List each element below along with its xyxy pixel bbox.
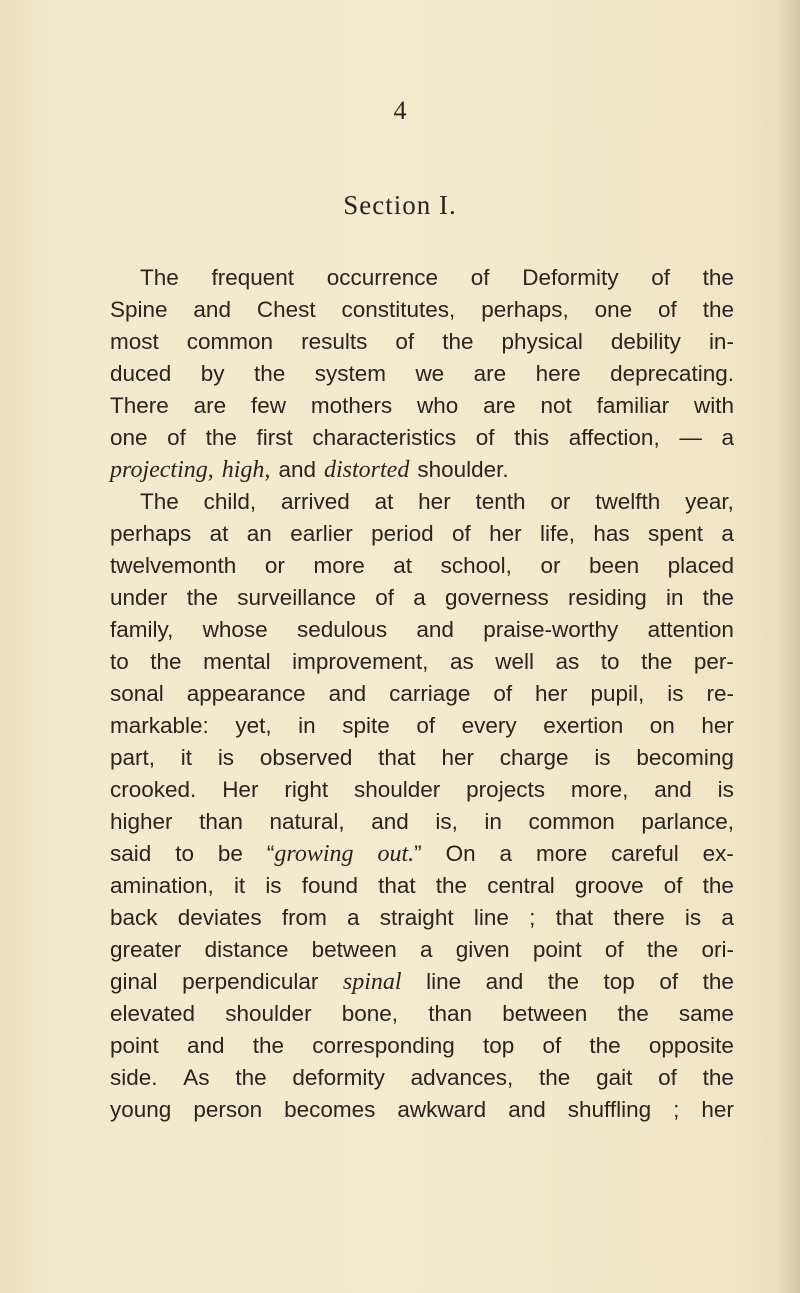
word: top	[603, 969, 635, 994]
word: an	[246, 521, 272, 546]
word: system	[314, 361, 386, 386]
word: of	[167, 425, 186, 450]
word: same	[678, 1001, 734, 1026]
word: is	[717, 777, 734, 802]
word: gait	[596, 1065, 633, 1090]
section-heading: Section I.	[343, 190, 457, 220]
word: deformity	[292, 1065, 385, 1090]
word: perhaps	[110, 521, 192, 546]
word: debility	[610, 329, 681, 354]
word: of	[663, 873, 683, 898]
word: ginal	[110, 969, 158, 994]
word: shoulder	[353, 777, 441, 802]
word: There	[110, 393, 169, 418]
word: that	[378, 745, 416, 770]
word: careful	[611, 841, 679, 866]
word: twelvemonth	[110, 553, 237, 578]
text-line	[110, 454, 734, 486]
word: it	[180, 745, 193, 770]
word: or	[264, 553, 285, 578]
word: placed	[667, 553, 734, 578]
word: that	[378, 873, 416, 898]
word: the	[252, 1033, 284, 1058]
word: family,	[110, 617, 174, 642]
word: spent	[648, 521, 704, 546]
italic-word: “growing	[266, 841, 354, 867]
word: of	[658, 297, 677, 322]
word: of	[451, 521, 471, 546]
word: as	[449, 649, 474, 674]
word: of	[542, 1033, 562, 1058]
word: year,	[685, 489, 734, 514]
word: are	[473, 361, 507, 386]
word: of	[375, 585, 395, 610]
word: As	[183, 1065, 210, 1090]
word: not	[540, 393, 572, 418]
text-line	[110, 358, 734, 390]
word: whose	[202, 617, 268, 642]
word: the	[641, 649, 673, 674]
word: The	[140, 265, 179, 290]
word: the	[205, 425, 237, 450]
word: of	[659, 969, 679, 994]
word: twelfth	[595, 489, 661, 514]
word: corresponding	[312, 1033, 455, 1058]
word: On	[445, 841, 476, 866]
word: affection,	[568, 425, 660, 450]
word: physical	[501, 329, 583, 354]
word: of	[493, 681, 513, 706]
text-line	[110, 966, 734, 998]
word: her	[701, 1097, 734, 1122]
word: line	[426, 969, 462, 994]
word: given	[455, 937, 510, 962]
word: shoulder	[225, 1001, 312, 1026]
word: the	[702, 585, 734, 610]
word: surveillance	[237, 585, 357, 610]
word: central	[487, 873, 555, 898]
italic-word: projecting,	[110, 457, 214, 483]
word: and	[371, 809, 409, 834]
word: spite	[342, 713, 390, 738]
word: improvement,	[292, 649, 429, 674]
text-line	[110, 1030, 734, 1062]
word: the	[547, 969, 580, 994]
word: right	[284, 777, 329, 802]
word: her	[701, 713, 734, 738]
word: and	[485, 969, 524, 994]
word: a	[499, 841, 513, 866]
text-line	[110, 1062, 734, 1094]
word: top	[482, 1033, 515, 1058]
word: praise-worthy	[483, 617, 619, 642]
word: the	[589, 1033, 621, 1058]
word: point	[532, 937, 582, 962]
text-line	[110, 326, 734, 358]
word: crooked.	[110, 777, 197, 802]
word: re-	[706, 681, 734, 706]
word: constitutes,	[341, 297, 456, 322]
word: at	[374, 489, 394, 514]
word: becomes	[284, 1097, 376, 1122]
word: results	[301, 329, 368, 354]
text-line	[110, 550, 734, 582]
word: a	[721, 425, 734, 450]
word: who	[416, 393, 459, 418]
word: under	[110, 585, 168, 610]
word: life,	[540, 521, 576, 546]
text-line	[110, 294, 734, 326]
word: the	[442, 329, 474, 354]
word: most	[110, 329, 159, 354]
word: we	[415, 361, 445, 386]
text-line	[110, 838, 734, 870]
word: with	[693, 393, 734, 418]
word: a	[347, 905, 360, 930]
text-line	[110, 1094, 734, 1126]
word: between	[311, 937, 397, 962]
word: —	[679, 425, 702, 450]
word: ex-	[702, 841, 734, 866]
word: pupil,	[590, 681, 645, 706]
word: the	[253, 361, 286, 386]
word: school,	[440, 553, 512, 578]
word: is	[217, 745, 235, 770]
word: opposite	[648, 1033, 734, 1058]
word: part,	[110, 745, 156, 770]
word: period	[371, 521, 434, 546]
word: distance	[204, 937, 289, 962]
word: charge	[499, 745, 569, 770]
word: or	[550, 489, 571, 514]
word: common	[528, 809, 615, 834]
word: in	[484, 809, 502, 834]
text-line	[110, 774, 734, 806]
word: deprecating.	[610, 361, 734, 386]
word: the	[646, 937, 679, 962]
word: common	[186, 329, 274, 354]
word: and	[193, 297, 231, 322]
word: to	[110, 649, 129, 674]
word: that	[555, 905, 594, 930]
word: the	[702, 873, 734, 898]
word: every	[461, 713, 517, 738]
word: the	[617, 1001, 649, 1026]
word: in	[665, 585, 684, 610]
word: young	[110, 1097, 172, 1122]
text-line	[110, 582, 734, 614]
word: characteristics	[312, 425, 457, 450]
word: and	[654, 777, 692, 802]
word: one	[110, 425, 148, 450]
word: observed	[259, 745, 353, 770]
text-line	[110, 870, 734, 902]
word: and	[328, 681, 367, 706]
text-line	[110, 934, 734, 966]
body-text	[110, 262, 734, 1126]
word: yet,	[235, 713, 272, 738]
word: line	[473, 905, 509, 930]
word: The	[140, 489, 179, 514]
word: in-	[708, 329, 734, 354]
word: of	[658, 1065, 677, 1090]
word: of	[395, 329, 415, 354]
italic-word: spinal	[342, 969, 402, 995]
word: perpendicular	[182, 969, 319, 994]
word: are	[483, 393, 516, 418]
word: more	[535, 841, 588, 866]
word: than	[428, 1001, 473, 1026]
word: been	[589, 553, 640, 578]
word: mental	[203, 649, 271, 674]
word: the	[702, 1065, 734, 1090]
page-number: 4	[393, 96, 407, 125]
word: it	[233, 873, 246, 898]
word: arrived	[280, 489, 350, 514]
word: the	[539, 1065, 571, 1090]
word: first	[256, 425, 293, 450]
word: advances,	[410, 1065, 514, 1090]
word: the	[702, 969, 734, 994]
word: mothers	[310, 393, 393, 418]
text-line	[110, 390, 734, 422]
word: at	[393, 553, 413, 578]
word: Deformity	[522, 265, 619, 290]
word: is	[684, 905, 702, 930]
word: the	[235, 1065, 267, 1090]
text-line	[110, 902, 734, 934]
word: and	[186, 1033, 225, 1058]
text-line	[110, 422, 734, 454]
word: side.	[110, 1065, 158, 1090]
text-line	[110, 710, 734, 742]
word: said	[110, 841, 152, 866]
text-line	[110, 614, 734, 646]
word: a	[419, 937, 433, 962]
text-line	[110, 806, 734, 838]
word: to	[600, 649, 620, 674]
italic-word: out.”	[377, 841, 422, 867]
word: Chest	[256, 297, 316, 322]
word: person	[193, 1097, 263, 1122]
word: amination,	[110, 873, 214, 898]
word: shoulder.	[417, 457, 509, 482]
word: is	[667, 681, 684, 706]
word: a	[413, 585, 426, 610]
word: by	[200, 361, 225, 386]
word: few	[251, 393, 287, 418]
word: governess	[444, 585, 549, 610]
word: attention	[647, 617, 734, 642]
word: becoming	[636, 745, 734, 770]
word: or	[540, 553, 561, 578]
word: as	[555, 649, 580, 674]
word: and	[508, 1097, 546, 1122]
word: residing	[567, 585, 647, 610]
word: here	[535, 361, 581, 386]
word: is	[265, 873, 282, 898]
word: sedulous	[297, 617, 388, 642]
word: deviates	[177, 905, 262, 930]
word: of	[470, 265, 490, 290]
word: more,	[570, 777, 629, 802]
word: the	[186, 585, 219, 610]
word: point	[110, 1033, 159, 1058]
word: back	[110, 905, 158, 930]
word: natural,	[269, 809, 345, 834]
word: ;	[529, 905, 536, 930]
word: greater	[110, 937, 182, 962]
word: one	[594, 297, 633, 322]
word: this	[514, 425, 550, 450]
word: to	[175, 841, 194, 866]
word: groove	[574, 873, 644, 898]
word: be	[217, 841, 243, 866]
word: her	[535, 681, 568, 706]
word: occurrence	[326, 265, 439, 290]
word: more	[313, 553, 365, 578]
word: a	[721, 905, 734, 930]
word: appearance	[186, 681, 306, 706]
word: straight	[379, 905, 454, 930]
word: the	[702, 297, 734, 322]
word: parlance,	[641, 809, 734, 834]
word: higher	[110, 809, 173, 834]
word: there	[613, 905, 665, 930]
word: duced	[110, 361, 172, 386]
word: and	[278, 457, 316, 482]
word: has	[593, 521, 630, 546]
word: of	[651, 265, 670, 290]
word: her	[489, 521, 522, 546]
word: found	[301, 873, 358, 898]
word: markable:	[110, 713, 209, 738]
word: of	[604, 937, 624, 962]
word: in	[298, 713, 316, 738]
text-line	[110, 486, 734, 518]
word: carriage	[389, 681, 471, 706]
word: at	[209, 521, 229, 546]
word: tenth	[475, 489, 526, 514]
word: than	[199, 809, 243, 834]
word: is,	[435, 809, 458, 834]
word: frequent	[211, 265, 295, 290]
word: sonal	[110, 681, 164, 706]
word: the	[435, 873, 468, 898]
word: child,	[203, 489, 257, 514]
word: of	[416, 713, 436, 738]
word: exertion	[543, 713, 624, 738]
word: per-	[693, 649, 734, 674]
word: awkward	[397, 1097, 487, 1122]
word: shuffling	[567, 1097, 652, 1122]
word: earlier	[290, 521, 353, 546]
word: ;	[673, 1097, 680, 1122]
text-line	[110, 262, 734, 294]
word: a	[721, 521, 734, 546]
word: perhaps,	[481, 297, 569, 322]
text-line	[110, 742, 734, 774]
word: from	[281, 905, 327, 930]
word: are	[193, 393, 227, 418]
word: on	[649, 713, 675, 738]
word: projects	[466, 777, 545, 802]
text-line	[110, 678, 734, 710]
word: her	[441, 745, 474, 770]
word: Her	[222, 777, 259, 802]
word: and	[416, 617, 454, 642]
word: familiar	[596, 393, 670, 418]
word: ori-	[701, 937, 734, 962]
text-line	[110, 998, 734, 1030]
word: the	[702, 265, 734, 290]
word: well	[495, 649, 534, 674]
word: is	[594, 745, 611, 770]
word: the	[150, 649, 182, 674]
text-line	[110, 646, 734, 678]
word: elevated	[110, 1001, 196, 1026]
word: Spine	[110, 297, 168, 322]
italic-word: high,	[221, 457, 271, 483]
italic-word: distorted	[323, 457, 410, 483]
word: her	[418, 489, 451, 514]
text-line	[110, 518, 734, 550]
word: of	[475, 425, 495, 450]
word: bone,	[341, 1001, 399, 1026]
word: between	[502, 1001, 588, 1026]
